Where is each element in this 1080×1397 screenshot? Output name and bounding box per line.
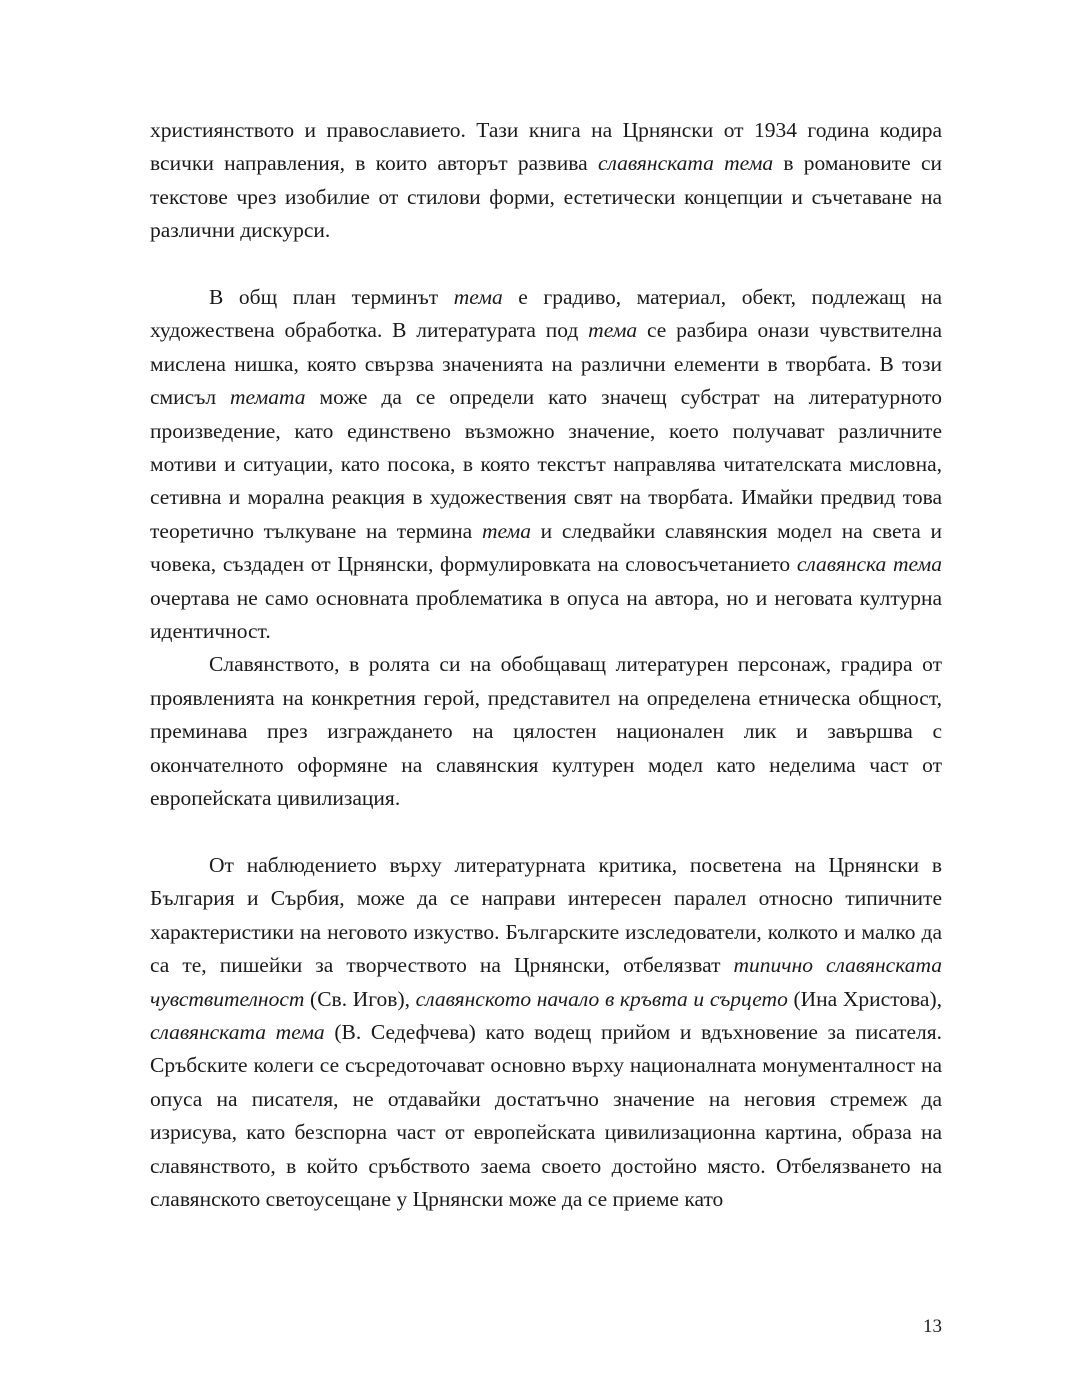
page-number: 13	[923, 1316, 942, 1337]
italic-term: славянската тема	[597, 151, 774, 176]
italic-term: славянското начало в кръвта и сърцето	[415, 986, 788, 1011]
text-run: (В. Седефчева) като водещ прийом и вдъхновение за писателя. Сръбските колеги се съсредоточават основно върху националната монументалност на опуса на писателя, не отдавайки достатъчно значение на неговия стремеж да изрисува, като безспорна част от европейската цивилизационна картина, образа на славянството, в който сръбството заема своето достойно място. Отбелязването на славянското светоусещане у Црнянски може да се приеме като	[150, 1019, 942, 1211]
text-run: може да се определи като значещ субстрат на литературното произведение, като единствено възможно значение, което получават различните мотиви и ситуации, като посока, в която текстът направлява читателската мисловна, сетивна и морална реакция в художествения свят на творбата. Имайки предвид това теоретично тълкуване на термина	[150, 385, 942, 543]
italic-term: тема	[481, 518, 531, 543]
italic-term: типично славянската чувствителност	[150, 953, 942, 1011]
text-run: В общ план терминът	[209, 285, 454, 310]
text-run: (Св. Игов),	[304, 986, 416, 1011]
italic-term: темата	[230, 385, 306, 410]
paragraph	[150, 281, 942, 648]
paragraph	[150, 849, 942, 1216]
paragraph	[150, 114, 942, 248]
italic-term: славянската тема	[150, 1019, 325, 1044]
text-run: християнството и православието. Тази книга на Црнянски от 1934 година кодира всички направления, в които авторът развива	[150, 118, 942, 176]
text-run: (Ина Христова),	[787, 986, 943, 1011]
italic-term: тема	[588, 318, 638, 343]
paragraph	[150, 648, 942, 815]
text-run: и следвайки славянския модел на света и човека, създаден от Црнянски, формулировката на словосъчетанието	[150, 518, 942, 577]
text-run: се разбира онази чувствителна мислена нишка, която свързва значенията на различни елементи в творбата. В този смисъл	[150, 318, 942, 410]
text-run: От наблюдението върху литературната критика, посветена на Црнянски в България и Сърбия, може да се направи интересен паралел относно типичните характеристики на неговото изкуство. Българските изследователи, колкото и малко да са те, пишейки за творчеството на Црнянски, отбелязват	[150, 852, 942, 978]
italic-term: тема	[453, 285, 503, 310]
italic-term: славянска тема	[796, 552, 942, 577]
text-run: очертава не само основната проблематика в опуса на автора, но и неговата културна идентичност.	[150, 585, 942, 644]
text-run: Славянството, в ролята си на обобщаващ литературен персонаж, градира от проявленията на конкретния герой, представител на определена етническа общност, преминава през изграждането на цялостен национален лик и завършва с окончателното оформяне на славянския културен модел като неделима част от европейската цивилизация.	[150, 652, 942, 811]
text-run: в романовите си текстове чрез изобилие от стилови форми, естетически концепции и съчетаване на различни дискурси.	[150, 151, 942, 243]
text-run: е градиво, материал, обект, подлежащ на художествена обработка. В литературата под	[150, 285, 942, 343]
document-body	[150, 114, 942, 1216]
